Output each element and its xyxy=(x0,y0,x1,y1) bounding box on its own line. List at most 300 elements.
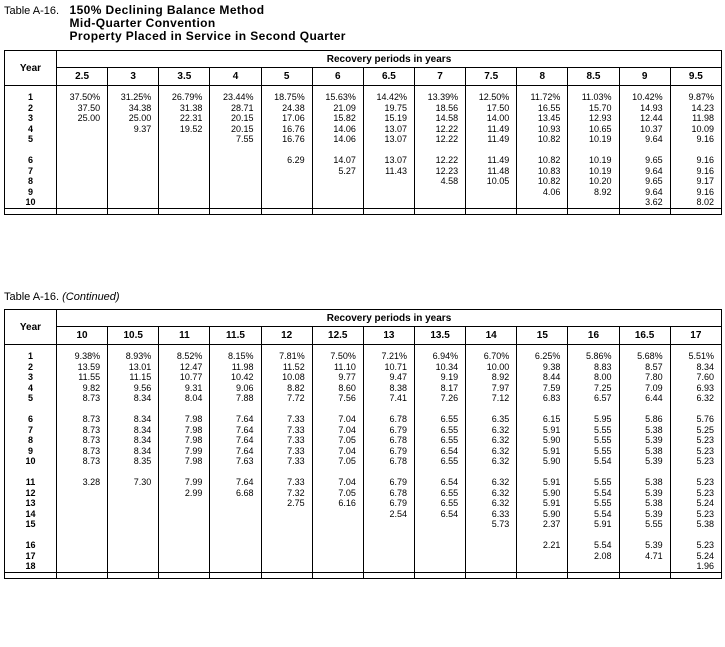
table1-cell xyxy=(159,197,210,208)
table2-cell: 6.25% xyxy=(517,351,568,362)
table2-cell xyxy=(57,519,108,530)
table1-cell xyxy=(57,197,108,208)
table2-cell xyxy=(210,404,261,415)
table1-header-year: Year xyxy=(5,51,57,86)
table1-cell: 3.62 xyxy=(619,197,670,208)
table2-bottom-pad-cell xyxy=(670,572,721,578)
table1-bottom-pad-cell xyxy=(466,208,517,214)
table1-title-line-3: Property Placed in Service in Second Quarter xyxy=(69,29,346,43)
table2-column-header: 12.5 xyxy=(312,327,363,345)
table2-header-year: Year xyxy=(5,310,57,345)
table2-cell xyxy=(261,467,312,478)
table2-row-year: 15 xyxy=(5,519,57,530)
table-row xyxy=(5,561,722,572)
table2-cell xyxy=(517,551,568,562)
table2-row-year: 8 xyxy=(5,435,57,446)
table2-cell: 8.15% xyxy=(210,351,261,362)
table1-row-year: 3 xyxy=(5,113,57,124)
table1-cell: 14.58 xyxy=(414,113,465,124)
table2-cell: 11.52 xyxy=(261,362,312,373)
table2-cell: 5.86 xyxy=(619,414,670,425)
table1-bottom-pad-cell xyxy=(108,208,159,214)
table2-cell: 7.25 xyxy=(568,383,619,394)
table2-cell: 11.15 xyxy=(108,372,159,383)
table1-cell xyxy=(159,166,210,177)
table1-cell: 20.15 xyxy=(210,113,261,124)
table-row xyxy=(5,519,722,530)
table2-cell: 5.39 xyxy=(619,435,670,446)
table2-cell: 8.60 xyxy=(312,383,363,394)
table2-row-year: 4 xyxy=(5,383,57,394)
table2-cell xyxy=(261,530,312,541)
table1-row-year: 2 xyxy=(5,103,57,114)
table2-cell: 5.25 xyxy=(670,425,721,436)
table2-row-year: 1 xyxy=(5,351,57,362)
table2-cell: 7.12 xyxy=(466,393,517,404)
table2-cell xyxy=(466,467,517,478)
table2-cell xyxy=(57,530,108,541)
table1-cell: 10.19 xyxy=(568,155,619,166)
table2-cell: 6.55 xyxy=(414,414,465,425)
table1-cell: 13.07 xyxy=(363,155,414,166)
table1-cell: 16.76 xyxy=(261,124,312,135)
table2-cell: 8.82 xyxy=(261,383,312,394)
table1-cell xyxy=(57,176,108,187)
table2-cell: 5.90 xyxy=(517,435,568,446)
table2-cell: 5.68% xyxy=(619,351,670,362)
table1-cell: 17.06 xyxy=(261,113,312,124)
table2-cell: 6.54 xyxy=(414,509,465,520)
table2-cell: 5.55 xyxy=(568,477,619,488)
table1-cell xyxy=(210,187,261,198)
table1-column-header: 7.5 xyxy=(466,68,517,86)
table1-bottom-pad-cell xyxy=(670,208,721,214)
table2-cell xyxy=(568,404,619,415)
table1-cell: 9.87% xyxy=(670,92,721,103)
table2-bottom-pad-cell xyxy=(57,572,108,578)
table1-cell xyxy=(159,134,210,145)
table1-cell xyxy=(159,145,210,156)
table2-cell: 6.79 xyxy=(363,477,414,488)
table2-cell: 5.23 xyxy=(670,456,721,467)
table1-row-year: 4 xyxy=(5,124,57,135)
table1-cell xyxy=(261,145,312,156)
table2-bottom-pad-cell xyxy=(159,572,210,578)
table2-cell: 5.38 xyxy=(619,446,670,457)
table2-cell: 6.70% xyxy=(466,351,517,362)
table2-cell: 13.01 xyxy=(108,362,159,373)
table-row xyxy=(5,145,722,156)
table2-cell: 4.71 xyxy=(619,551,670,562)
table2-caption xyxy=(4,291,120,303)
table2-cell xyxy=(517,467,568,478)
table2-cell xyxy=(619,561,670,572)
table1-cell: 16.55 xyxy=(517,103,568,114)
table-row xyxy=(5,155,722,166)
table1-cell: 15.63% xyxy=(312,92,363,103)
table2-cell xyxy=(210,509,261,520)
table2-cell xyxy=(210,519,261,530)
table-row xyxy=(5,456,722,467)
table2-cell xyxy=(261,404,312,415)
table2-cell xyxy=(159,561,210,572)
table1-cell: 8.02 xyxy=(670,197,721,208)
table1-cell: 10.82 xyxy=(517,134,568,145)
table2-cell: 7.04 xyxy=(312,477,363,488)
table2-cell: 7.64 xyxy=(210,435,261,446)
table2-cell xyxy=(312,404,363,415)
table1-cell xyxy=(261,187,312,198)
table2-cell: 7.33 xyxy=(261,425,312,436)
table2-cell: 5.90 xyxy=(517,456,568,467)
table2-cell xyxy=(108,519,159,530)
table2-label: Table A-16. xyxy=(4,291,60,303)
table2-cell: 6.78 xyxy=(363,414,414,425)
table-row xyxy=(5,467,722,478)
table1-cell: 11.03% xyxy=(568,92,619,103)
table2-cell xyxy=(466,561,517,572)
table2-continued: (Continued) xyxy=(62,291,120,303)
table1-bottom-pad-cell xyxy=(414,208,465,214)
table2-cell xyxy=(57,404,108,415)
table1-cell xyxy=(312,145,363,156)
table2-column-header: 17 xyxy=(670,327,721,345)
table2-row-year: 11 xyxy=(5,477,57,488)
table1-cell xyxy=(210,197,261,208)
table1-header-recovery-periods: Recovery periods in years xyxy=(57,51,722,68)
table2-cell: 7.64 xyxy=(210,477,261,488)
table2-cell: 5.39 xyxy=(619,456,670,467)
table2-cell: 5.39 xyxy=(619,540,670,551)
table2-cell xyxy=(159,519,210,530)
table2-cell xyxy=(159,509,210,520)
table2-cell xyxy=(261,519,312,530)
table2-cell: 5.23 xyxy=(670,488,721,499)
table2-cell: 5.55 xyxy=(568,425,619,436)
table2-cell: 11.10 xyxy=(312,362,363,373)
table1-cell: 12.22 xyxy=(414,134,465,145)
table2-cell: 9.31 xyxy=(159,383,210,394)
table2-cell: 6.78 xyxy=(363,456,414,467)
table2-cell xyxy=(670,467,721,478)
table1-cell: 9.64 xyxy=(619,134,670,145)
table2-cell: 5.54 xyxy=(568,456,619,467)
table2-cell xyxy=(466,404,517,415)
table-row xyxy=(5,166,722,177)
table-row xyxy=(5,103,722,114)
table1-cell xyxy=(159,155,210,166)
table2-cell: 5.91 xyxy=(517,425,568,436)
table1-cell: 15.70 xyxy=(568,103,619,114)
table1-cell xyxy=(312,197,363,208)
table1-bottom-pad-cell xyxy=(5,208,57,214)
table2-cell: 8.73 xyxy=(57,414,108,425)
table2-cell: 5.54 xyxy=(568,540,619,551)
table2-cell: 6.32 xyxy=(466,456,517,467)
table1-cell: 14.00 xyxy=(466,113,517,124)
table1-cell: 24.38 xyxy=(261,103,312,114)
table1-cell xyxy=(108,134,159,145)
table2-cell xyxy=(210,540,261,551)
table-row xyxy=(5,551,722,562)
table2-cell xyxy=(108,540,159,551)
table2-cell xyxy=(363,519,414,530)
table2-cell: 8.83 xyxy=(568,362,619,373)
table2-row-year: 5 xyxy=(5,393,57,404)
table2-cell: 5.90 xyxy=(517,509,568,520)
table2-cell xyxy=(312,561,363,572)
table2-cell: 2.54 xyxy=(363,509,414,520)
table2-bottom-pad-cell xyxy=(619,572,670,578)
table2-bottom-pad-cell xyxy=(517,572,568,578)
table2-cell: 6.83 xyxy=(517,393,568,404)
table2-cell xyxy=(670,404,721,415)
table2-cell: 7.33 xyxy=(261,446,312,457)
table2-cell xyxy=(210,530,261,541)
table2-cell: 5.55 xyxy=(568,446,619,457)
table2-cell xyxy=(261,509,312,520)
table1-cell: 20.15 xyxy=(210,124,261,135)
table2-cell: 7.98 xyxy=(159,456,210,467)
table2-cell xyxy=(414,404,465,415)
table2-cell xyxy=(363,467,414,478)
table2-cell: 5.38 xyxy=(670,519,721,530)
table1-cell xyxy=(57,155,108,166)
table2-cell xyxy=(57,498,108,509)
table2-cell: 7.04 xyxy=(312,425,363,436)
table2-cell: 6.44 xyxy=(619,393,670,404)
table2-cell: 6.79 xyxy=(363,425,414,436)
table2-cell xyxy=(414,561,465,572)
table2-cell: 5.54 xyxy=(568,509,619,520)
table2-cell: 5.91 xyxy=(568,519,619,530)
table2-cell xyxy=(414,530,465,541)
table2-bottom-pad-cell xyxy=(466,572,517,578)
table1-cell: 11.49 xyxy=(466,155,517,166)
table2-cell: 5.23 xyxy=(670,509,721,520)
table2-cell: 2.21 xyxy=(517,540,568,551)
table2-cell: 7.33 xyxy=(261,477,312,488)
table2-cell: 6.79 xyxy=(363,498,414,509)
table1-column-header: 8 xyxy=(517,68,568,86)
table2-cell: 7.30 xyxy=(108,477,159,488)
table2-cell xyxy=(57,509,108,520)
table2-cell: 7.33 xyxy=(261,456,312,467)
table1-cell xyxy=(568,197,619,208)
table1-cell: 13.07 xyxy=(363,134,414,145)
table-row xyxy=(5,372,722,383)
table1-cell: 15.82 xyxy=(312,113,363,124)
table1-cell: 26.79% xyxy=(159,92,210,103)
table1-cell: 10.19 xyxy=(568,134,619,145)
table1-cell: 16.76 xyxy=(261,134,312,145)
table2-cell xyxy=(210,551,261,562)
table1-cell: 37.50% xyxy=(57,92,108,103)
table1-cell xyxy=(261,176,312,187)
table1-row-year: 9 xyxy=(5,187,57,198)
table2-bottom-pad-cell xyxy=(210,572,261,578)
table2-cell: 9.56 xyxy=(108,383,159,394)
table2-cell: 9.38% xyxy=(57,351,108,362)
table2-cell: 7.05 xyxy=(312,435,363,446)
table1-column-header: 8.5 xyxy=(568,68,619,86)
table2-cell: 8.34 xyxy=(108,393,159,404)
table2-cell: 8.73 xyxy=(57,446,108,457)
table1-cell xyxy=(312,187,363,198)
table-row xyxy=(5,446,722,457)
table1-cell xyxy=(159,176,210,187)
table1-column-header: 3.5 xyxy=(159,68,210,86)
table-row xyxy=(5,176,722,187)
table2-column-header: 12 xyxy=(261,327,312,345)
table2-row-year xyxy=(5,404,57,415)
table2-cell: 6.55 xyxy=(414,488,465,499)
table2-cell: 7.09 xyxy=(619,383,670,394)
table2-cell xyxy=(312,467,363,478)
table-row xyxy=(5,498,722,509)
table2-cell: 9.06 xyxy=(210,383,261,394)
table2-cell: 10.00 xyxy=(466,362,517,373)
table1-cell: 10.82 xyxy=(517,176,568,187)
table2-cell: 7.32 xyxy=(261,488,312,499)
table2-cell: 10.71 xyxy=(363,362,414,373)
table1-cell xyxy=(414,187,465,198)
table2-cell: 9.38 xyxy=(517,362,568,373)
table2-cell: 6.79 xyxy=(363,446,414,457)
table2-cell: 6.54 xyxy=(414,446,465,457)
table2-row-year: 12 xyxy=(5,488,57,499)
table1-row-year xyxy=(5,145,57,156)
table2-cell xyxy=(517,530,568,541)
table2-column-header: 10 xyxy=(57,327,108,345)
table2-cell: 8.34 xyxy=(108,446,159,457)
table2-cell: 11.55 xyxy=(57,372,108,383)
table1-cell: 21.09 xyxy=(312,103,363,114)
table1-title xyxy=(70,4,346,43)
table2-cell xyxy=(517,561,568,572)
table2-row-year: 9 xyxy=(5,446,57,457)
table2-cell: 3.28 xyxy=(57,477,108,488)
table2-cell xyxy=(568,467,619,478)
table-row xyxy=(5,187,722,198)
table2-cell xyxy=(159,530,210,541)
table-row xyxy=(5,414,722,425)
table1-cell: 14.23 xyxy=(670,103,721,114)
table2-cell: 10.34 xyxy=(414,362,465,373)
table-row xyxy=(5,404,722,415)
table2-cell: 9.19 xyxy=(414,372,465,383)
table2-cell xyxy=(108,530,159,541)
table2-cell: 6.32 xyxy=(466,425,517,436)
table2-cell: 10.42 xyxy=(210,372,261,383)
table2-cell: 2.08 xyxy=(568,551,619,562)
table2-cell xyxy=(619,467,670,478)
table2-cell: 8.92 xyxy=(466,372,517,383)
table2-cell: 9.47 xyxy=(363,372,414,383)
table2-cell: 6.32 xyxy=(466,435,517,446)
table2-cell xyxy=(210,561,261,572)
table1-cell: 10.19 xyxy=(568,166,619,177)
table1-cell: 34.38 xyxy=(108,103,159,114)
table1-cell: 12.22 xyxy=(414,155,465,166)
table2-cell: 5.54 xyxy=(568,488,619,499)
table2-cell: 7.98 xyxy=(159,435,210,446)
table1-cell xyxy=(414,197,465,208)
table-150-declining-balance-part2 xyxy=(4,309,722,579)
table2-cell: 7.64 xyxy=(210,446,261,457)
table2-cell xyxy=(517,404,568,415)
table2-cell: 5.76 xyxy=(670,414,721,425)
table2-cell xyxy=(568,561,619,572)
table1-cell xyxy=(670,145,721,156)
table1-cell: 18.75% xyxy=(261,92,312,103)
table2-cell: 8.73 xyxy=(57,393,108,404)
table1-cell: 31.38 xyxy=(159,103,210,114)
table2-cell xyxy=(159,540,210,551)
table1-row-year: 10 xyxy=(5,197,57,208)
table1-cell xyxy=(210,145,261,156)
table1-cell: 19.52 xyxy=(159,124,210,135)
table-row xyxy=(5,488,722,499)
table2-cell xyxy=(108,561,159,572)
table1-cell: 5.27 xyxy=(312,166,363,177)
table2-cell: 6.35 xyxy=(466,414,517,425)
table1-cell: 13.07 xyxy=(363,124,414,135)
table1-row-year: 8 xyxy=(5,176,57,187)
table2-cell xyxy=(108,509,159,520)
table1-cell: 10.83 xyxy=(517,166,568,177)
table2-cell xyxy=(261,561,312,572)
table2-cell: 6.93 xyxy=(670,383,721,394)
table2-cell xyxy=(57,488,108,499)
table1-cell: 22.31 xyxy=(159,113,210,124)
table1-cell: 11.98 xyxy=(670,113,721,124)
table2-cell: 6.15 xyxy=(517,414,568,425)
table1-cell: 12.22 xyxy=(414,124,465,135)
table2-row-year xyxy=(5,530,57,541)
table1-cell: 18.56 xyxy=(414,103,465,114)
table1-cell: 10.93 xyxy=(517,124,568,135)
table2-cell: 8.57 xyxy=(619,362,670,373)
table2-cell: 8.34 xyxy=(108,435,159,446)
table1-cell: 12.23 xyxy=(414,166,465,177)
table2-cell: 5.23 xyxy=(670,477,721,488)
table2-cell: 2.37 xyxy=(517,519,568,530)
table2-cell xyxy=(57,551,108,562)
table1-cell: 6.29 xyxy=(261,155,312,166)
table1-cell xyxy=(108,145,159,156)
table1-cell xyxy=(210,166,261,177)
table1-row-year: 5 xyxy=(5,134,57,145)
table2-cell: 6.78 xyxy=(363,488,414,499)
table2-cell: 5.24 xyxy=(670,551,721,562)
table2-cell: 5.91 xyxy=(517,498,568,509)
table2-cell: 7.05 xyxy=(312,488,363,499)
table2-cell: 5.55 xyxy=(568,498,619,509)
table2-row-year: 6 xyxy=(5,414,57,425)
table1-cell xyxy=(108,155,159,166)
table1-row-year: 7 xyxy=(5,166,57,177)
table2-cell: 7.04 xyxy=(312,414,363,425)
table1-cell xyxy=(466,145,517,156)
table2-cell: 6.32 xyxy=(466,477,517,488)
table2-cell xyxy=(466,551,517,562)
table1-cell xyxy=(363,187,414,198)
table2-cell: 5.23 xyxy=(670,435,721,446)
table2-cell xyxy=(312,530,363,541)
table1-cell: 37.50 xyxy=(57,103,108,114)
table2-cell xyxy=(108,498,159,509)
